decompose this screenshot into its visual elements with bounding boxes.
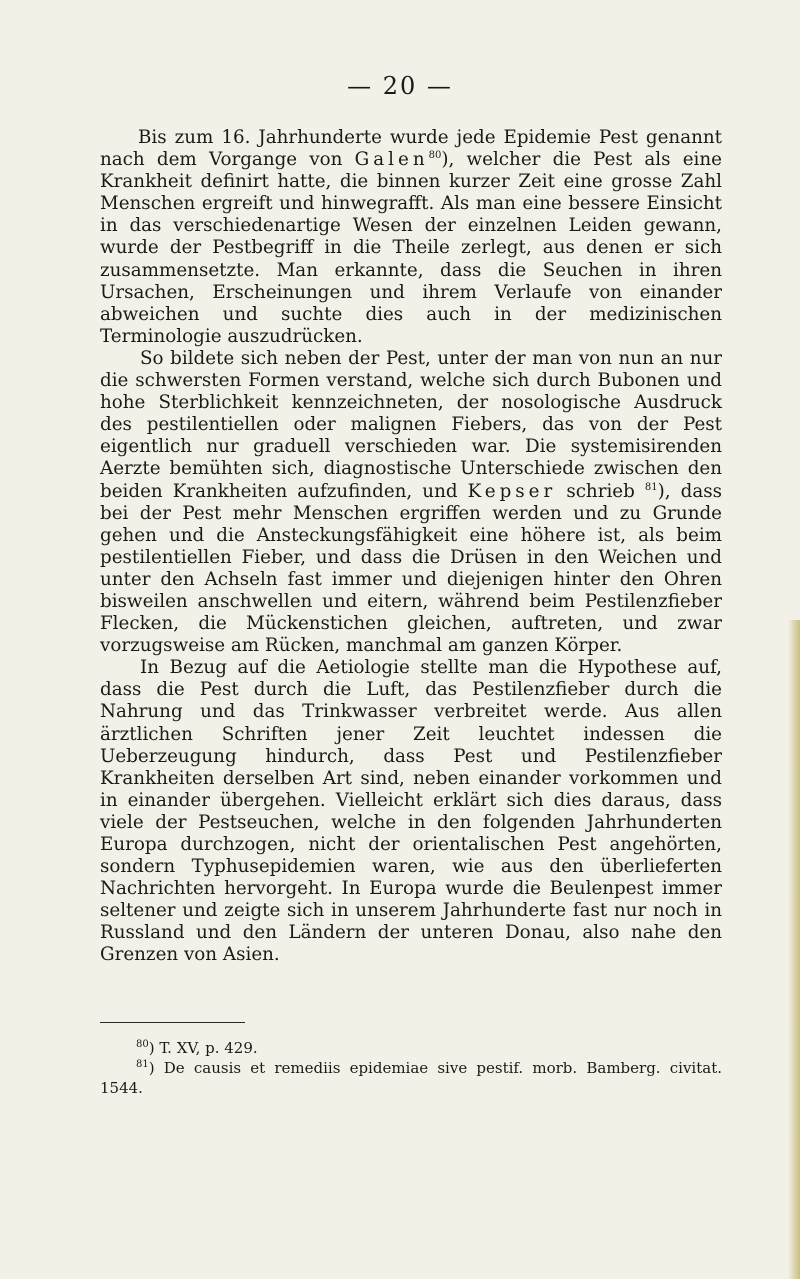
- footnote-ref-80[interactable]: 80: [428, 150, 442, 161]
- paragraph-2: [100, 348, 722, 657]
- paragraph-2-end: ), dass bei der Pest mehr Menschen ergriffen werden und zu Grunde gehen und die Ansteckungsfähigkeit eine höhere ist, als beim pestilentiellen Fieber, und dass die Drüsen in den Weichen und unter den Achseln fast immer und diejenigen hinter den Ohren bisweilen anschwellen und eitern, während beim Pestilenzfieber Flecken, die Mückenstichen gleichen, auftreten, und zwar vorzugsweise am Rücken, manchmal am ganzen Körper.: [100, 480, 722, 657]
- footnotes: [100, 1038, 722, 1098]
- paragraph-1-start: Bis zum 16. Jahrhunderte wurde jede Epidemie Pest genannt nach dem Vorgange von: [100, 127, 722, 171]
- page-number: — 20 —: [347, 72, 453, 100]
- paragraph-2-start: So bildete sich neben der Pest, unter der man von nun an nur die schwersten Formen verstand, welche sich durch Bubonen und hohe Sterblichkeit kennzeichneten, der nosologische Ausdruck des pestilentiellen oder malignen Fiebers, das von der Pest eigentlich nur graduell verschieden war. Die systemisirenden Aerzte bemühten sich, diagnostische Unterschiede zwischen den beiden Krankheiten aufzufinden, und: [100, 347, 722, 502]
- paragraph-2-verb: schrieb: [566, 480, 635, 502]
- paragraph-1-end: ), welcher die Pest als eine Krankheit definirt hatte, die binnen kurzer Zeit eine grosse Zahl Menschen ergreift und hinwegrafft. Als man eine bessere Einsicht in das verschiedenartige Wesen der einzelnen Leiden gewann, wurde der Pestbegriff in die Theile zerlegt, aus denen er sich zusammensetzte. Man erkannte, dass die Seuchen in ihren Ursachen, Erscheinungen und ihrem Verlaufe von einander abweichen und suchte dies auch in der medizinischen Terminologie auszudrücken.: [100, 149, 722, 347]
- footnote-80: [100, 1038, 722, 1058]
- author-kepser: Kepser: [467, 480, 557, 502]
- page-edge-stain: [788, 620, 800, 1279]
- paragraph-3: In Bezug auf die Aetiologie stellte man die Hypothese auf, dass die Pest durch die Luft, das Pestilenzfieber durch die Nahrung und das Trinkwasser verbreitet werde. Aus allen ärztlichen Schriften jener Zeit leuchtet indessen die Ueberzeugung hindurch, dass Pest und Pestilenzfieber Krankheiten derselben Art sind, neben einander vorkommen und in einander übergehen. Vielleicht erklärt sich dies daraus, dass viele der Pestseuchen, welche in den folgenden Jahrhunderten Europa durchzogen, nicht der orientalischen Pest angehörten, sondern Typhusepidemien waren, wie aus den überlieferten Nachrichten hervorgeht. In Europa wurde die Beulenpest immer seltener und zeigte sich in unserem Jahrhunderte fast nur noch in Russland und den Ländern der unteren Donau, also nahe den Grenzen von Asien.: [100, 657, 722, 966]
- footnote-separator: [100, 1022, 245, 1023]
- body-text: [100, 127, 722, 967]
- footnote-81-text: ) De causis et remediis epidemiae sive pestif. morb. Bamberg. civitat. 1544.: [100, 1059, 722, 1097]
- paragraph-1: [100, 127, 722, 348]
- footnote-ref-81[interactable]: 81: [644, 481, 658, 493]
- footnote-81-marker: 81: [136, 1059, 149, 1070]
- footnote-80-text: ) T. XV, p. 429.: [148, 1039, 258, 1057]
- author-galen: Galen: [354, 149, 429, 171]
- footnote-81: [100, 1058, 722, 1098]
- footnote-80-marker: 80: [136, 1039, 149, 1050]
